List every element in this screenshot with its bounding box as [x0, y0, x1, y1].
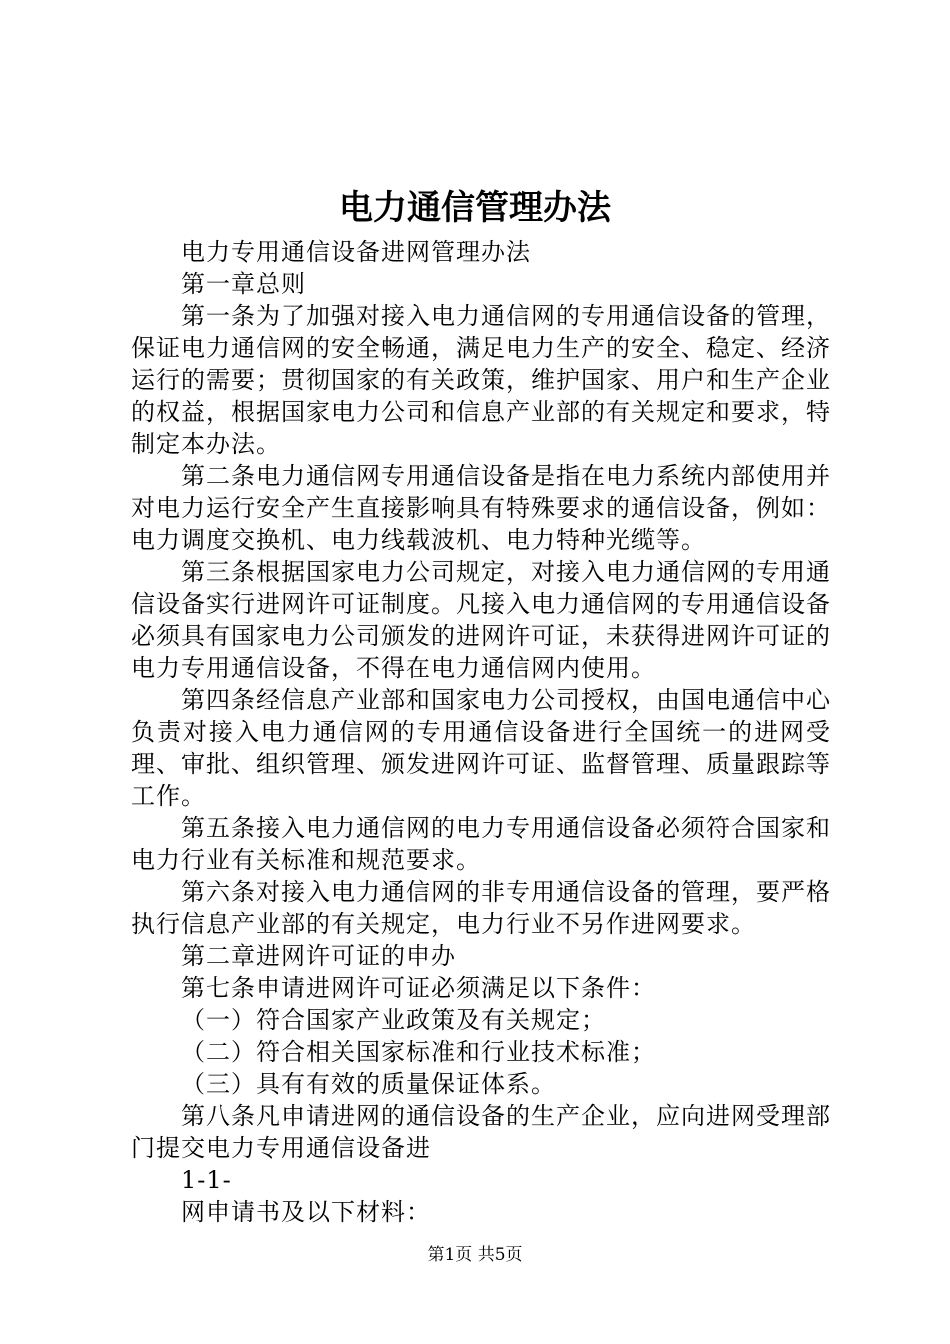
article-6: 第六条对接入电力通信网的非专用通信设备的管理，要严格执行信息产业部的有关规定，电力行业不另作进网要求。 — [131, 878, 831, 938]
page-title: 电力通信管理办法 — [339, 188, 611, 228]
chapter-heading-2: 第二章进网许可证的申办 — [181, 942, 456, 970]
page-footer: 第1页 共5页 — [427, 1245, 523, 1265]
condition-item-2: （二）符合相关国家标准和行业技术标准； — [181, 1038, 656, 1066]
condition-item-3: （三）具有有效的质量保证体系。 — [181, 1070, 556, 1098]
article-3: 第三条根据国家电力公司规定，对接入电力通信网的专用通信设备实行进网许可证制度。凡接入电力通信网的专用通信设备必须具有国家电力公司颁发的进网许可证，未获得进网许可证的电力专用通信设备，不得在电力通信网内使用。 — [131, 558, 831, 682]
article-8: 第八条凡申请进网的通信设备的生产企业，应向进网受理部门提交电力专用通信设备进 — [131, 1102, 831, 1162]
condition-item-1: （一）符合国家产业政策及有关规定； — [181, 1006, 606, 1034]
document-body — [131, 236, 831, 1228]
paragraph-subtitle: 电力专用通信设备进网管理办法 — [181, 238, 531, 266]
article-8-continued: 网申请书及以下材料： — [181, 1198, 431, 1226]
article-2: 第二条电力通信网专用通信设备是指在电力系统内部使用并对电力运行安全产生直接影响具有特殊要求的通信设备，例如：电力调度交换机、电力线载波机、电力特种光缆等。 — [131, 462, 831, 554]
article-7: 第七条申请进网许可证必须满足以下条件： — [181, 974, 656, 1002]
article-5: 第五条接入电力通信网的电力专用通信设备必须符合国家和电力行业有关标准和规范要求。 — [131, 814, 831, 874]
article-1: 第一条为了加强对接入电力通信网的专用通信设备的管理，保证电力通信网的安全畅通，满足电力生产的安全、稳定、经济运行的需要；贯彻国家的有关政策，维护国家、用户和生产企业的权益，根据国家电力公司和信息产业部的有关规定和要求，特制定本办法。 — [131, 302, 831, 458]
inline-page-marker: 1-1- — [181, 1166, 232, 1194]
chapter-heading-1: 第一章总则 — [181, 270, 306, 298]
article-4: 第四条经信息产业部和国家电力公司授权，由国电通信中心负责对接入电力通信网的专用通信设备进行全国统一的进网受理、审批、组织管理、颁发进网许可证、监督管理、质量跟踪等工作。 — [131, 686, 831, 810]
